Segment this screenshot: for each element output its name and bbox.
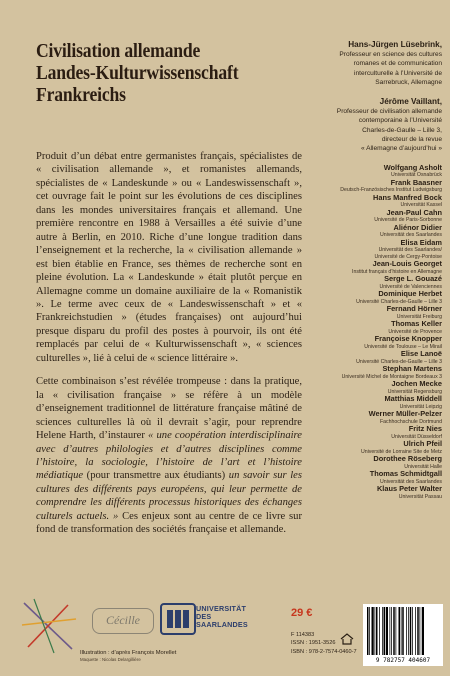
author-affiliation: Fachhochschule Dortmund [380, 418, 442, 425]
editor-description-line: directeur de la revue [381, 136, 442, 144]
barcode-bar [417, 607, 419, 655]
author-name: Elisa Eidam [400, 237, 442, 247]
barcode-bar [379, 607, 380, 655]
issn-number: ISSN : 1951-3526 [291, 640, 336, 647]
author-name: Ulrich Pfeil [403, 439, 442, 449]
author-affiliation: Université de Lorraine Site de Metz [360, 448, 442, 455]
barcode-bar [399, 607, 401, 655]
author-entry [304, 194, 442, 209]
author-affiliation: Universität des Saarlandes [380, 478, 442, 485]
author-name: Dorothee Röseberg [373, 454, 442, 464]
editor-name: Hans-Jürgen Lüsebrink, [348, 40, 442, 49]
author-affiliation: Université Michel de Montaigne Bordeaux 3 [341, 373, 442, 380]
author-affiliation: Universität Freiburg [396, 313, 442, 320]
author-entry [304, 440, 442, 455]
university-seal-icon [158, 600, 198, 638]
author-entry [304, 350, 442, 365]
credit-maquette: Maquette : Nicolas Delargillière [80, 656, 141, 662]
author-name: Serge L. Gouazé [384, 274, 442, 284]
author-entry [304, 179, 442, 194]
editor-description-line: « Allemagne d’aujourd’hui » [360, 145, 442, 153]
author-affiliation: Université de Provence [388, 328, 442, 335]
uni-line-1: UNIVERSITÄT [196, 604, 247, 613]
author-name: Dominique Herbet [378, 289, 442, 299]
isbn-f-code: F 114383 [291, 632, 315, 638]
author-name: Fernand Hörner [386, 304, 442, 314]
barcode-bar [386, 607, 388, 655]
barcode-bar [384, 607, 386, 655]
barcode-bars [367, 607, 439, 655]
author-affiliation: Université de Paris-Sorbonne [374, 217, 442, 224]
author-affiliation: Universität Regensburg [387, 388, 442, 395]
paragraph-2-text-a: Cette combinaison s’est révélée trompeuse : dans la pratique, la « civilisation française » se réfère à un modèle d’enseignement traditionnel de littérature française mâtiné de sciences culturelles là où il devrait s’agir, pour reprendre Helene Harth, d’instaurer [36, 376, 302, 442]
author-entry [304, 455, 442, 470]
editor-description-line: contemporaine à l’Université [358, 117, 442, 125]
title-line-1: Civilisation allemande [36, 40, 201, 62]
author-name: Jean-Louis Georget [372, 259, 442, 269]
paragraph-2-quote-a: « une coopération interdisciplinaire avec d’autres philologies et d’autres disciplines comme l’histoire, la sociologie, l’histoire de l’art et l’histoire médiatique [36, 430, 302, 482]
barcode-bar [393, 607, 395, 655]
author-affiliation: Universität des Saarlandes [380, 232, 442, 239]
contributors-column [304, 40, 442, 500]
barcode [363, 604, 443, 666]
uni-line-2: DES [196, 612, 212, 622]
barcode-bar [396, 607, 397, 655]
barcode-bar [412, 607, 413, 655]
uni-line-3: SAARLANDES [196, 620, 248, 630]
title-line-3: Frankreichs [36, 84, 126, 106]
author-entry [304, 209, 442, 224]
author-affiliation: Universität Düsseldorf [391, 433, 442, 440]
author-entry [304, 395, 442, 410]
barcode-bar [391, 607, 392, 655]
author-affiliation: Deutsch-Französisches Institut Ludwigsburg [340, 187, 442, 194]
author-entry [304, 239, 442, 260]
authors-list [304, 164, 442, 500]
author-affiliation: Université de Toulouse – Le Mirail [364, 343, 442, 350]
author-affiliation: Universität Halle [404, 463, 442, 470]
credit-illustration: Illustration : d’après François Morellet [80, 650, 177, 656]
book-title [36, 40, 296, 106]
barcode-bar [402, 607, 404, 655]
barcode-bar [382, 607, 383, 655]
editor-description-line: Sarrebruck, Allemagne [375, 78, 442, 86]
barcode-bar [375, 607, 376, 655]
barcode-bar [369, 607, 370, 655]
author-name: Stephan Martens [382, 364, 442, 374]
illustration-credit [80, 650, 280, 663]
summary-text [36, 150, 302, 547]
author-name: Françoise Knopper [374, 334, 442, 344]
editor-description-line: romanes et de communication [353, 60, 442, 68]
isbn-number: ISBN : 978-2-7574-0460-7 [291, 648, 357, 655]
author-entry [304, 224, 442, 239]
author-entry [304, 290, 442, 305]
barcode-bar [406, 607, 407, 655]
author-name: Klaus Peter Walter [376, 484, 442, 494]
author-entry [304, 425, 442, 440]
author-name: Werner Müller-Pelzer [368, 409, 442, 419]
barcode-bar [390, 607, 391, 655]
author-affiliation: Universität Leipzig [399, 403, 442, 410]
paragraph-2-quote-b: un savoir sur les cultures des différents pays européens, qui leur permette de comprendre les différents processus historiques des échanges culturels actuels. » [36, 470, 302, 522]
editor-entry [304, 97, 442, 153]
author-affiliation: Universität des Saarlandes/ Université de Cergy-Pontoise [374, 247, 442, 260]
author-entry [304, 470, 442, 485]
author-affiliation: Université Charles-de-Gaulle – Lille 3 [356, 298, 442, 305]
author-affiliation: Universität Osnabrück [390, 172, 442, 179]
cecile-logo: Cécille [92, 608, 154, 634]
author-name: Jochen Mecke [391, 379, 442, 389]
editor-entry [304, 40, 442, 87]
author-entry [304, 485, 442, 500]
paragraph-2-text-c: Ces enjeux sont au centre de ce livre sur fond de transformation des sociétés française et allemande. [36, 510, 302, 536]
author-name: Wolfgang Asholt [383, 162, 442, 172]
summary-paragraph-2 [36, 375, 302, 536]
isbn-block [291, 631, 371, 656]
paragraph-2-text-b: (pour transmettre aux étudiants) [83, 470, 229, 482]
barcode-number: 9 782757 404607 [375, 657, 431, 664]
author-entry [304, 260, 442, 275]
author-entry [304, 380, 442, 395]
editor-description-line: Charles-de-Gaulle – Lille 3, [362, 126, 442, 134]
barcode-bar [422, 607, 424, 655]
author-entry [304, 320, 442, 335]
barcode-bar [420, 607, 421, 655]
barcode-bar [372, 607, 374, 655]
author-affiliation: Institut français d’histoire en Allemagne [352, 268, 442, 275]
barcode-bar [367, 607, 369, 655]
author-name: Hans Manfred Bock [373, 192, 442, 202]
morellet-illustration-icon [20, 595, 80, 655]
author-affiliation: Université de Valenciennes [379, 283, 442, 290]
author-affiliation: Universität Passau [398, 493, 442, 500]
editor-name: Jérôme Vaillant, [379, 97, 442, 107]
author-entry [304, 164, 442, 179]
barcode-bar [415, 607, 416, 655]
barcode-bar [408, 607, 409, 655]
editor-description-line: Professeur en science des cultures [339, 51, 442, 58]
author-entry [304, 305, 442, 320]
summary-paragraph-1: Produit d’un débat entre germanistes français, spécialistes de « civilisation allemande », et romanistes allemands, spécialistes de « Landeskunde » ou « Landeswissenschaft », cet ouvrage fait le point sur les évolutions de ces disciplines dans les mondes universitaires français et allemand. Une première rencontre en 1988 à Versailles a été suivie d’une autre à Berlin, en 2010. Riche d’une longue tradition dans l’enseignement et la recherche, la « civilisation allemande » est bien établie en France, ses thèmes de recherche sont en pleine évolution. La « Landeskunde » était plutôt perçue en Allemagne comme un domaine auxiliaire de la « Romanistik ». Le terme avec ceux de « Landeswissenschaft » et « Frankreichstudien » (études françaises) ont aujourd’hui presque disparu du profil des postes à pourvoir, ils ont été remplacés par celui de « Kulturwissenschaft », « sciences culturelles », lié à celui de « science littéraire ». [36, 151, 302, 364]
barcode-bar [401, 607, 402, 655]
author-name: Jean-Paul Cahn [386, 207, 442, 217]
university-name [196, 605, 276, 630]
author-entry [304, 410, 442, 425]
author-name: Frank Baasner [390, 177, 442, 187]
author-entry [304, 365, 442, 380]
author-affiliation: Universität Kassel [400, 202, 442, 209]
author-name: Thomas Keller [391, 319, 442, 329]
price-label: 29 € [291, 607, 313, 619]
editor-description-line: interculturelle à l’Université de [354, 69, 442, 77]
author-affiliation: Université Charles-de-Gaulle – Lille 3 [356, 358, 442, 365]
editors-list [304, 40, 442, 154]
author-name: Elise Lanoë [400, 349, 442, 359]
author-entry [304, 335, 442, 350]
author-entry [304, 275, 442, 290]
barcode-bar [376, 607, 378, 655]
author-name: Thomas Schmidtgall [369, 469, 442, 479]
publisher-logo-icon [340, 632, 354, 646]
author-name: Matthias Middell [384, 394, 442, 404]
title-line-2: Landes-Kulturwissenschaft [36, 62, 239, 84]
author-name: Fritz Nies [408, 424, 442, 434]
author-name: Aliénor Didier [393, 222, 442, 232]
barcode-bar [410, 607, 412, 655]
editor-description-line: Professeur de civilisation allemande [336, 108, 442, 116]
